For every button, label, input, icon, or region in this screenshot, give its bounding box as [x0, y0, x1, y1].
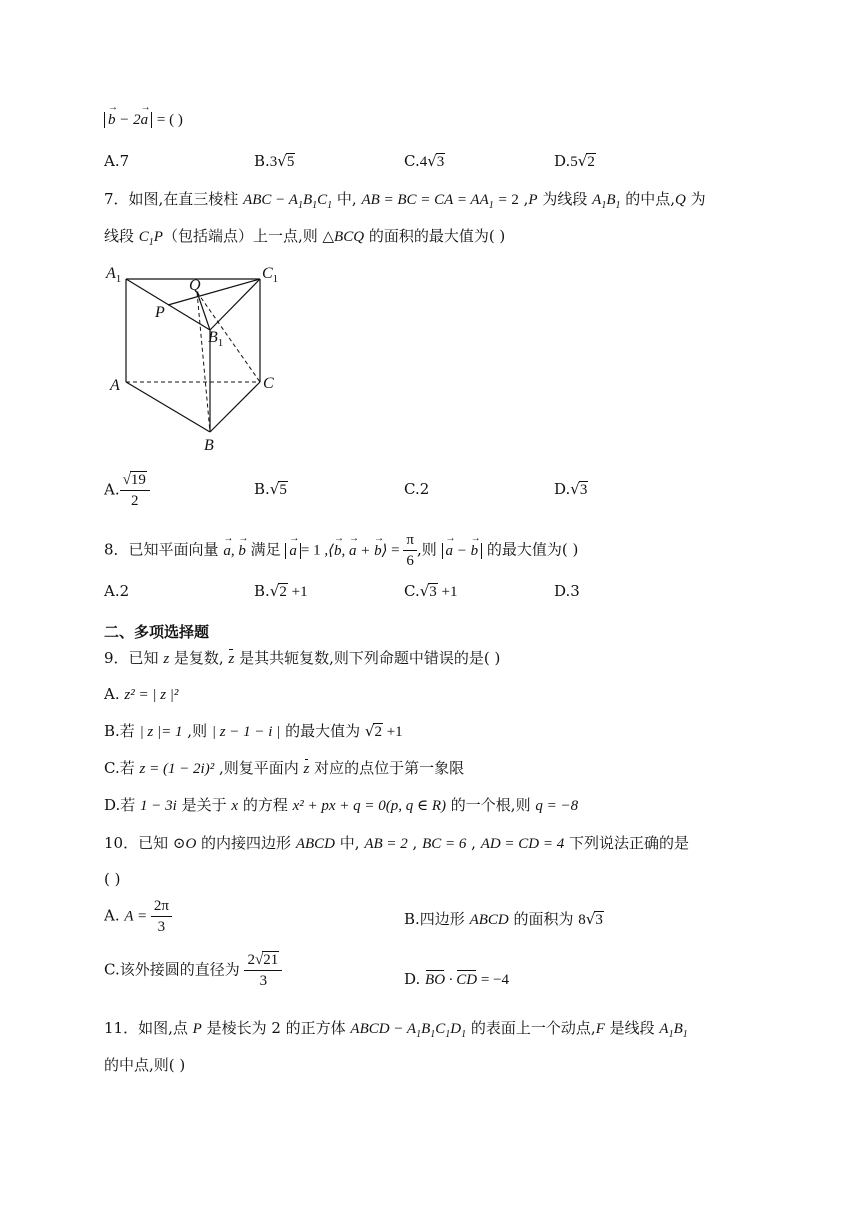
q7-stem-line2: 线段 $C_1P$（包括端点）上一点,则 △BCQ 的面积的最大值为( ) [104, 227, 506, 248]
label-q: Q [189, 277, 201, 294]
q9-stem: 9．已知 z 是复数, z 是其共轭复数,则下列命题中错误的是( ) [104, 647, 500, 670]
q10-option-a: A. A = $\frac{2\pi}{3}$ [104, 896, 172, 937]
segment-pc1 [168, 279, 260, 305]
q8-option-b: B.√2 +1 [254, 582, 308, 600]
label-b1: $B_1$ [208, 329, 224, 349]
label-a1: $A_1$ [106, 265, 122, 285]
q8-stem: 8．已知平面向量 → a, → b 满足 → a = 1 ,⟨→ b, → a + → b⟩ = $\frac{\pi}{6}$ ,则 → a − → b 的最大值为( ) [104, 530, 578, 571]
q9-option-b: B.若 | z |= 1 ,则 | z − 1 − i | 的最大值为 √2 +1 [104, 722, 403, 740]
label-c: C [263, 375, 274, 392]
label-p: P [155, 304, 165, 321]
q6-option-c: C.4√3 [404, 152, 445, 170]
q7-option-b: B.√5 [254, 480, 287, 498]
q7-option-c: C.2 [404, 480, 430, 498]
edge-ab [126, 382, 210, 432]
edge-cb [210, 382, 260, 432]
q11-stem-line1: 11．如图,点 P 是棱长为 2 的正方体 ABCD − $A_1B_1C_1D_1$ 的表面上一个动点,F 是线段 $A_1B_1$ [104, 1019, 688, 1040]
label-a: A [110, 377, 120, 394]
q6-option-d: D.5√2 [554, 152, 595, 170]
q8-option-c: C.√3 +1 [404, 582, 458, 600]
q10-option-c: C.该外接圆的直径为 $\frac{2√21}{3}$ [104, 950, 282, 991]
vector-abs-expression: → b − 2→ a [104, 112, 152, 128]
hidden-segment-qb [197, 292, 210, 432]
segment-qb1 [197, 292, 210, 330]
q6-option-a: A.7 [104, 152, 130, 170]
label-c1: $C_1$ [262, 265, 279, 285]
section-heading-multiple-choice: 二、多项选择题 [104, 623, 210, 641]
q7-option-d: D.√3 [554, 480, 588, 498]
q9-option-c: C.若 z = (1 − 2i)² ,则复平面内 z 对应的点位于第一象限 [104, 757, 464, 780]
q9-option-d: D.若 1 − 3i 是关于 x 的方程 x² + px + q = 0(p, q ∈ R) 的一个根,则 q = −8 [104, 796, 579, 814]
hidden-segment-qc [197, 292, 260, 382]
q7-stem-line1: 7．如图,在直三棱柱 ABC − $A_1B_1C_1$ 中, AB = BC = CA = $AA_1 = 2$ ,P 为线段 $A_1B_1$ 的中点,Q 为 [104, 190, 706, 211]
q10-stem-paren: ( ) [104, 870, 121, 888]
prism-figure [100, 260, 290, 460]
q8-option-a: A.2 [104, 582, 130, 600]
q6-stem-tail: → b − 2→ a = ( ) [104, 108, 183, 131]
q6-option-b: B.3√5 [254, 152, 295, 170]
q7-option-a: A. $\frac{√19}{2}$ [104, 470, 150, 511]
q9-option-a: A. z² = | z |² [104, 685, 179, 703]
q10-stem: 10．已知 ⊙O 的内接四边形 ABCD 中, AB = 2 , BC = 6 , AD = CD = 4 下列说法正确的是 [104, 834, 690, 852]
q11-stem-line2: 的中点,则( ) [104, 1056, 186, 1074]
q8-option-d: D.3 [554, 582, 580, 600]
q10-option-b: B.四边形 ABCD 的面积为 8√3 [404, 910, 603, 928]
q10-option-d: D. BO · CD = −4 [404, 968, 509, 991]
label-b: B [204, 437, 214, 454]
